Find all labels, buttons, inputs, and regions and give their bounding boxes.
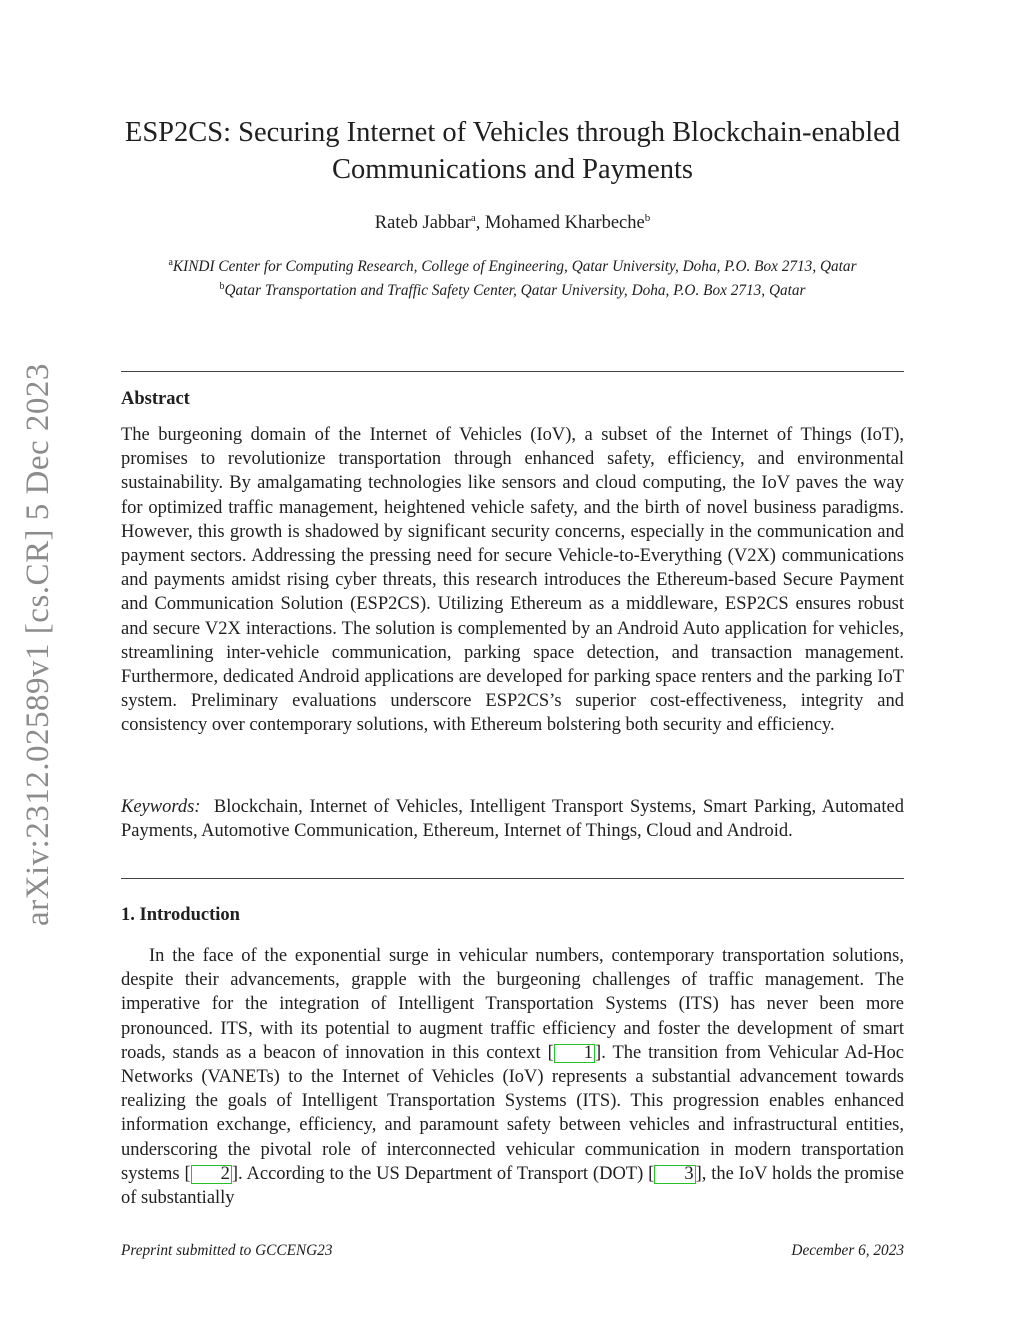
paper-title	[121, 114, 904, 188]
abstract-body: The burgeoning domain of the Internet of Vehicles (IoV), a subset of the Internet of Things (IoT), promises to revolutionize transportation through enhanced safety, efficiency, and environmental sustainability. By amalgamating technologies like sensors and cloud computing, the IoV paves the way for optimized traffic management, heightened vehicle safety, and the birth of novel business paradigms. However, this growth is shadowed by significant security concerns, especially in the communication and payment sectors. Addressing the pressing need for secure Vehicle-to-Everything (V2X) communications and payments amidst rising cyber threats, this research introduces the Ethereum-based Secure Payment and Communication Solution (ESP2CS). Utilizing Ethereum as a middleware, ESP2CS ensures robust and secure V2X interactions. The solution is complemented by an Android Auto application for vehicles, streamlining inter-vehicle communication, parking space detection, and transaction management. Furthermore, dedicated Android applications are developed for parking space renters and the parking IoT system. Preliminary evaluations underscore ESP2CS’s superior cost-effectiveness, integrity and consistency over contemporary solutions, with Ethereum bolstering both security and efficiency.	[121, 425, 904, 736]
author-affil-mark: b	[644, 212, 651, 224]
affiliations	[140, 253, 885, 301]
keywords	[121, 795, 904, 843]
citation-link[interactable]: 2	[191, 1165, 232, 1184]
citation-link[interactable]: 1	[554, 1044, 595, 1063]
introduction-heading: 1. Introduction	[121, 905, 240, 925]
keywords-list: Blockchain, Internet of Vehicles, Intelligent Transport Systems, Smart Parking, Automated Payments, Automotive Communication, Ethereum, Internet of Things, Cloud and Android.	[121, 797, 904, 842]
title-line-2: Communications and Payments	[332, 154, 693, 185]
affiliation-a: $^a$KINDI Center for Computing Research, College of Engineering, Qatar University, Doha, P.O. Box 2713, Qatar	[168, 257, 857, 276]
title-line-1: ESP2CS: Securing Internet of Vehicles through Blockchain-enabled	[124, 117, 901, 148]
abstract-bottom-rule	[121, 878, 904, 879]
introduction-body: In the face of the exponential surge in vehicular numbers, contemporary transportation solutions, despite their advancements, grapple with the burgeoning challenges of traffic management. The imperative for the integration of Intelligent Transportation Systems (ITS) has never been more pronounced. ITS, with its potential to augment traffic efficiency and foster the development of smart roads, stands as a beacon of innovation in this context [ 1 ]. The transition from Vehicular Ad-Hoc Networks (VANETs) to the Internet of Vehicles (IoV) represents a substantial advancement towards realizing the goals of Intelligent Transportation Systems (ITS). This progression enables enhanced information exchange, efficiency, and paramount safety between vehicles and infrastructural entities, underscoring the pivotal role of interconnected vehicular communication in modern transportation systems [ 2 ]. According to the US Department of Transport (DOT) [ 3 ], the IoV holds the promise of substantially	[121, 946, 904, 1209]
abstract-top-rule	[121, 371, 904, 372]
citation-link[interactable]: 3	[654, 1165, 695, 1184]
author-affil-mark: a	[470, 212, 476, 224]
arxiv-identifier: arXiv:2312.02589v1 [cs.CR] 5 Dec 2023	[20, 363, 56, 927]
affiliation-b: $^b$Qatar Transportation and Traffic Safety Center, Qatar University, Doha, P.O. Box 2713, Qatar	[219, 281, 806, 300]
keywords-label: Keywords:	[121, 797, 201, 817]
abstract-heading: Abstract	[121, 389, 190, 409]
footer-date: December 6, 2023	[791, 1242, 904, 1259]
author-name: Mohamed Kharbeche	[484, 213, 645, 234]
author-name: Rateb Jabbar	[374, 213, 471, 234]
author-list: Rateb Jabbar$^a$, Mohamed Kharbeche$^b$	[374, 212, 651, 234]
footer-preprint-note: Preprint submitted to GCCENG23	[121, 1242, 333, 1259]
